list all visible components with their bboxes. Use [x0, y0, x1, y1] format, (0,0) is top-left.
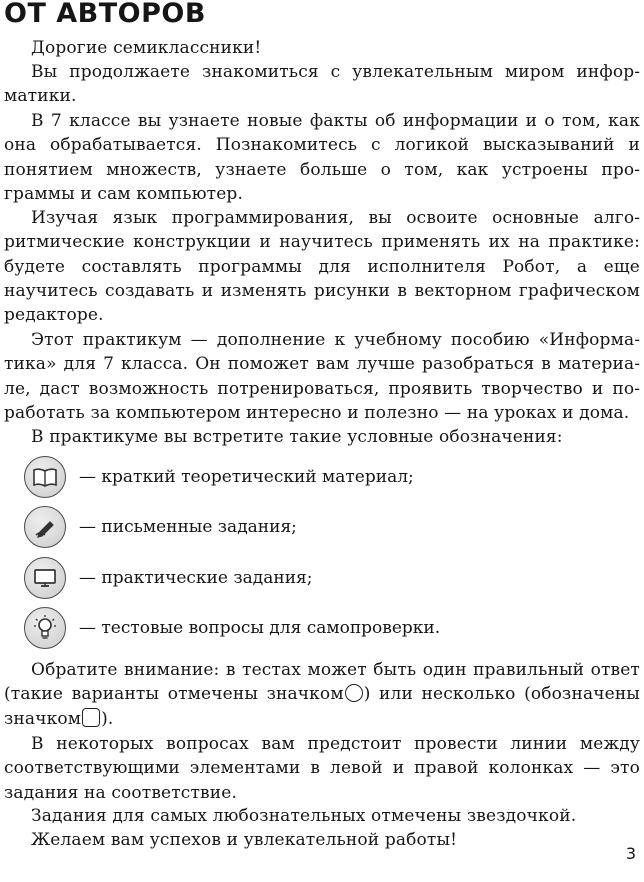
lightbulb-icon — [24, 607, 66, 649]
legend-text: — краткий теоретический материал; — [79, 467, 414, 487]
paragraph-8: Задания для самых любознательных отмечены звездочкой. — [31, 806, 577, 826]
legend-item-written — [24, 506, 297, 548]
paragraph-1: Вы продолжаете знакомиться с увлекательным миром информатики. — [4, 62, 640, 107]
page-number: 3 — [625, 844, 636, 863]
paragraph-3: Изучая язык программирования, вы освоите основные алгоритмические конструкции и научитесь применять их на практике: будете составлять программы для исполнителя Робот, а еще научитесь создавать и изменять рисунки в векторном графическом редакторе. — [4, 208, 640, 326]
paragraph-5: В практикуме вы встретите такие условные обозначения: — [31, 427, 563, 447]
greeting: Дорогие семиклассники! — [31, 38, 262, 58]
circle-icon — [345, 684, 363, 702]
legend-item-tests — [24, 607, 440, 649]
legend-text: — письменные задания; — [79, 517, 297, 537]
paragraph-6: Обратите внимание: в тестах может быть один правильный ответ (такие варианты отмечены значком ) или несколько (обозначены значком ). — [4, 660, 640, 729]
legend-item-theory — [24, 456, 414, 498]
paragraph-7: В некоторых вопросах вам предстоит провести линии между соответствующими элементами в левой и правой колонках — это задания на соответствие. — [4, 734, 640, 803]
book-icon — [24, 456, 66, 498]
monitor-icon — [24, 557, 66, 599]
legend-item-practical — [24, 557, 312, 599]
square-icon — [82, 708, 100, 727]
legend-text: — практические задания; — [79, 568, 313, 588]
legend-text: — тестовые вопросы для самопроверки. — [79, 618, 441, 638]
page-title: ОТ АВТОРОВ — [4, 0, 206, 29]
pencil-icon — [24, 506, 66, 548]
paragraph-9: Желаем вам успехов и увлекательной работы! — [31, 830, 458, 850]
paragraph-2: В 7 классе вы узнаете новые факты об информации и о том, как она обрабатывается. Познакомитесь с логикой высказываний и понятием множеств, узнаете больше о том, как устроены программы и сам компьютер. — [4, 111, 640, 204]
paragraph-4: Этот практикум — дополнение к учебному пособию «Информатика» для 7 класса. Он поможет вам лучше разобраться в материале, даст возможность потренироваться, проявить творчество и поработать за компьютером интересно и полезно — на уроках и дома. — [4, 330, 640, 423]
